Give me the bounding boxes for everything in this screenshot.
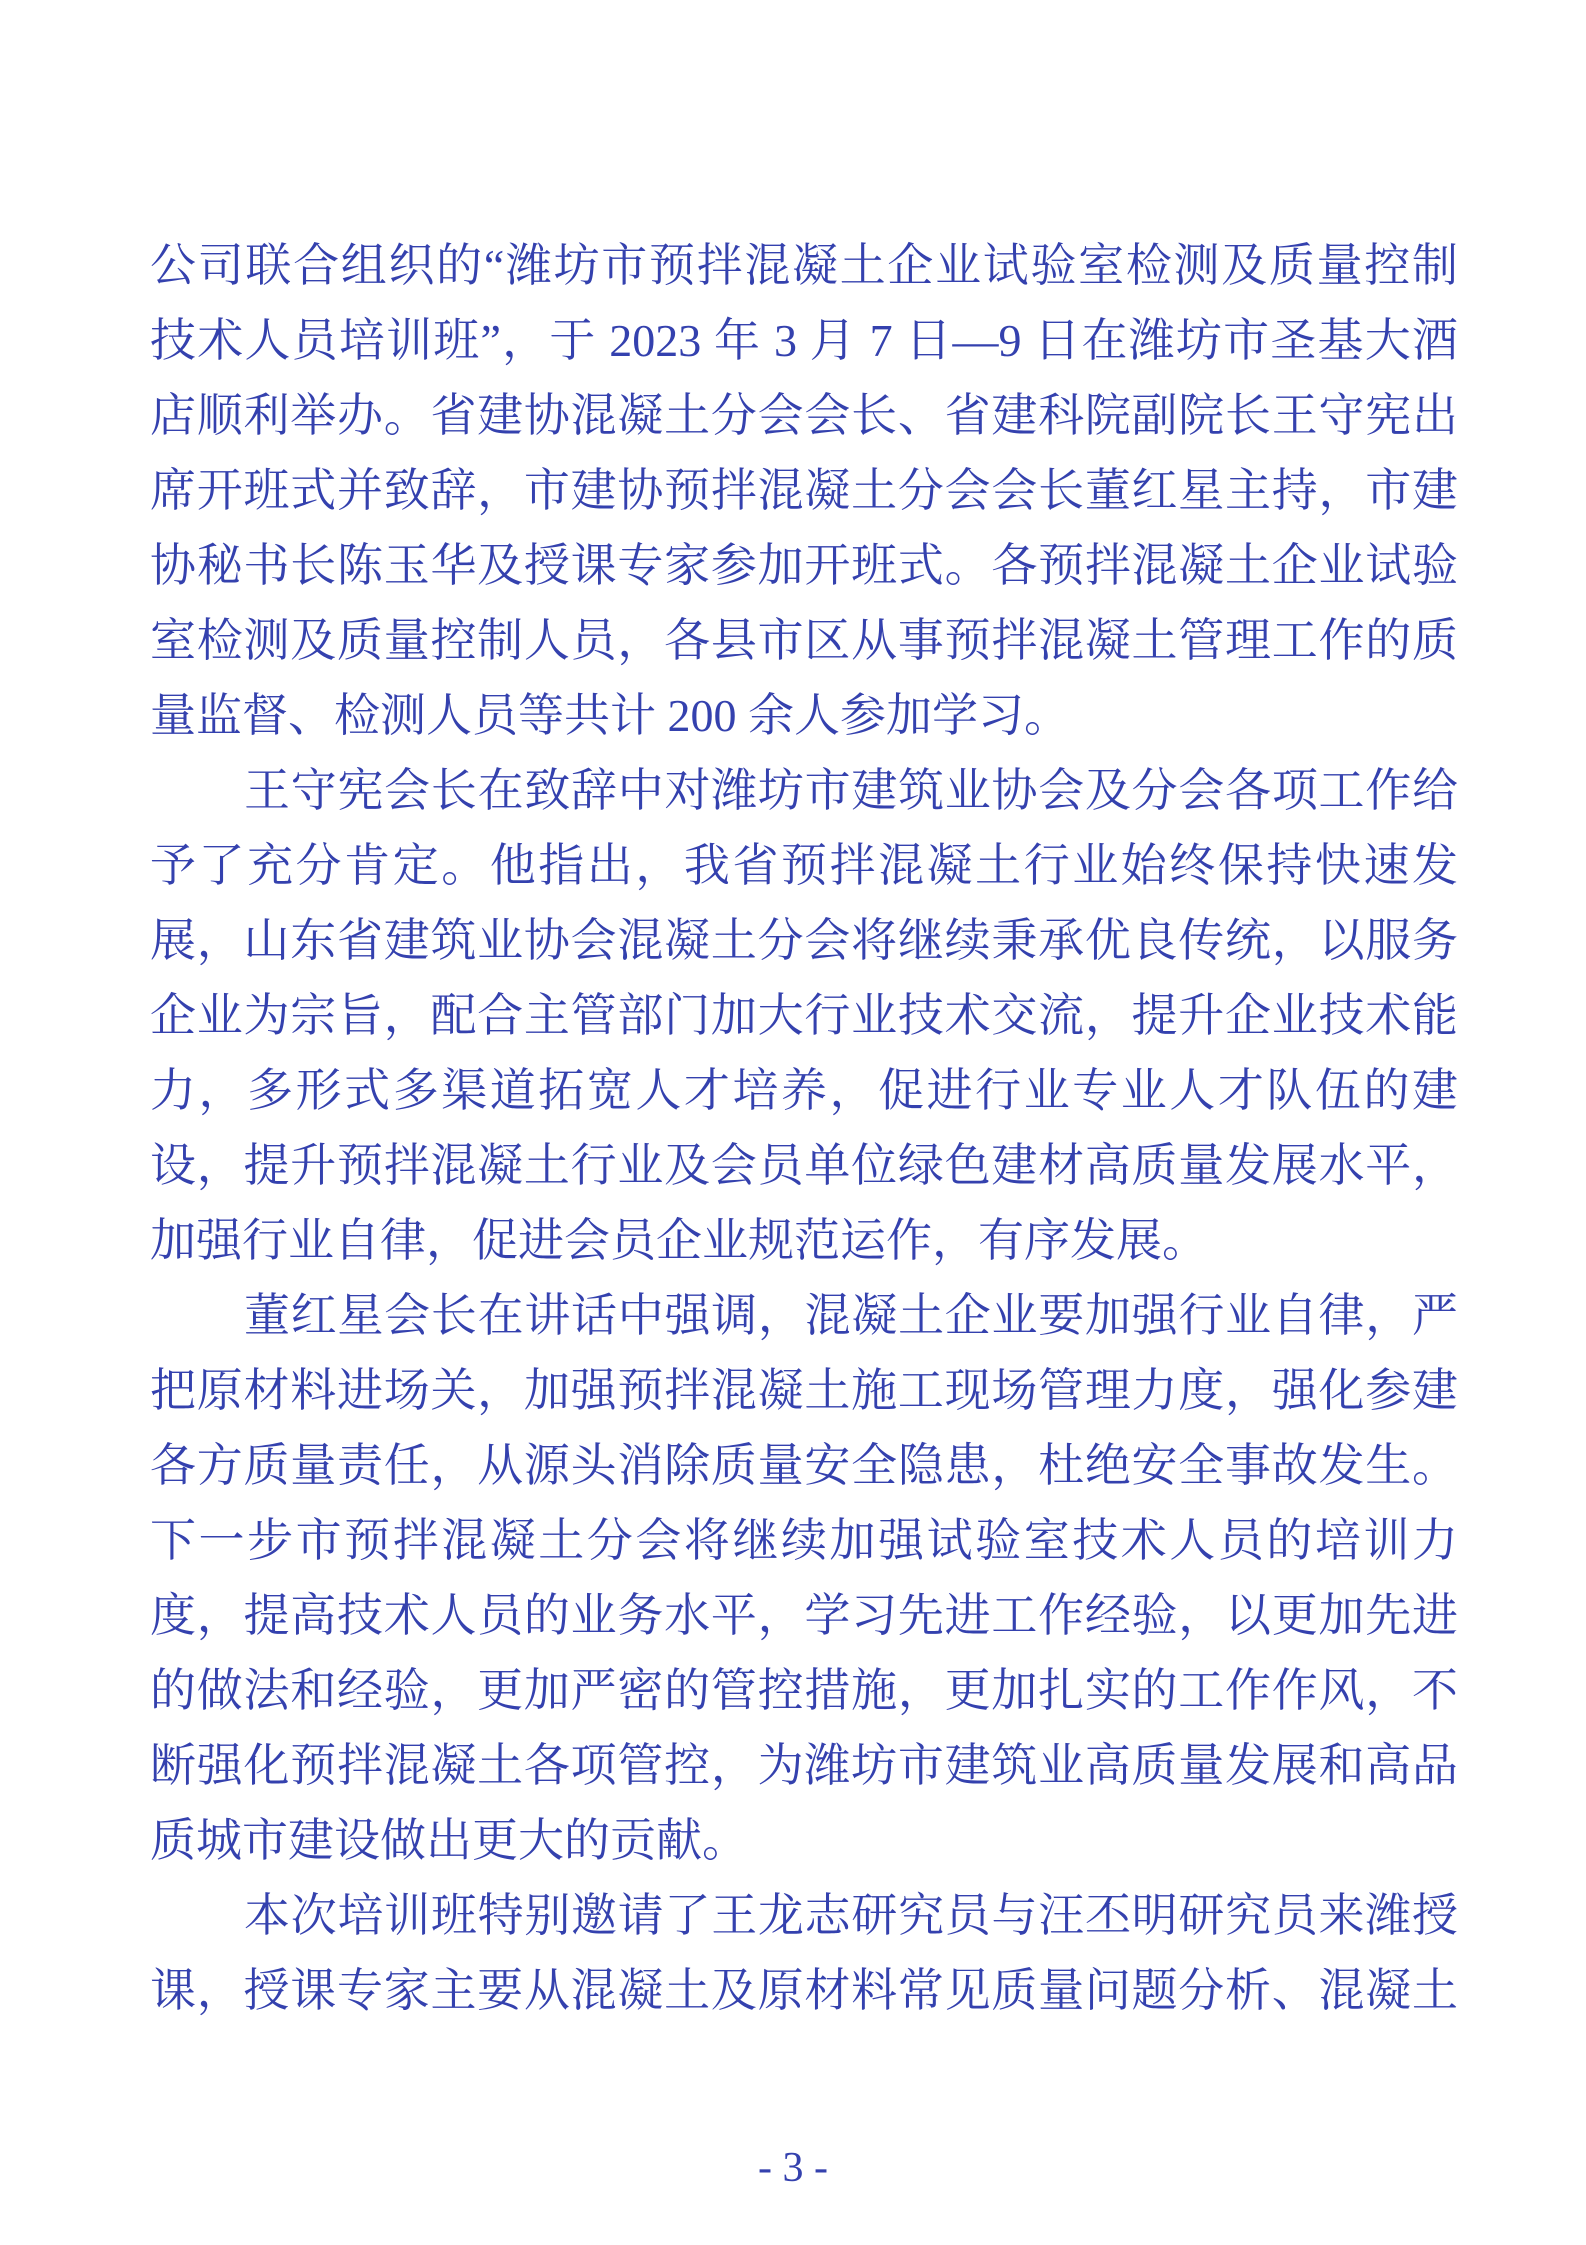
text-line: 公司联合组织的“潍坊市预拌混凝土企业试验室检测及质量控制	[150, 240, 1458, 291]
text-line: 加强行业自律，促进会员企业规范运作，有序发展。	[150, 1215, 1208, 1266]
paragraph	[150, 1278, 1458, 1878]
text-block	[150, 228, 1458, 2028]
text-line: 力，多形式多渠道拓宽人才培养，促进行业专业人才队伍的建	[150, 1065, 1458, 1116]
text-line: 董红星会长在讲话中强调，混凝土企业要加强行业自律，严	[244, 1290, 1458, 1341]
text-line: 把原材料进场关，加强预拌混凝土施工现场管理力度，强化参建	[150, 1365, 1458, 1416]
text-line: 质城市建设做出更大的贡献。	[150, 1815, 748, 1866]
text-line: 协秘书长陈玉华及授课专家参加开班式。各预拌混凝土企业试验	[150, 540, 1458, 591]
text-line: 下一步市预拌混凝土分会将继续加强试验室技术人员的培训力	[150, 1515, 1458, 1566]
text-line: 予了充分肯定。他指出，我省预拌混凝土行业始终保持快速发	[150, 840, 1458, 891]
text-line: 的做法和经验，更加严密的管控措施，更加扎实的工作作风，不	[150, 1665, 1458, 1716]
text-line: 度，提高技术人员的业务水平，学习先进工作经验，以更加先进	[150, 1590, 1458, 1641]
text-line: 断强化预拌混凝土各项管控，为潍坊市建筑业高质量发展和高品	[150, 1740, 1458, 1791]
text-line: 本次培训班特别邀请了王龙志研究员与汪丕明研究员来潍授	[244, 1890, 1458, 1941]
text-line: 席开班式并致辞，市建协预拌混凝土分会会长董红星主持，市建	[150, 465, 1458, 516]
text-line: 量监督、检测人员等共计 200 余人参加学习。	[150, 690, 1070, 741]
text-line: 设，提升预拌混凝土行业及会员单位绿色建材高质量发展水平，	[150, 1140, 1458, 1191]
text-line: 王守宪会长在致辞中对潍坊市建筑业协会及分会各项工作给	[244, 765, 1458, 816]
paragraph	[150, 1878, 1458, 2028]
text-line: 课，授课专家主要从混凝土及原材料常见质量问题分析、混凝土	[150, 1965, 1458, 2016]
paragraph	[150, 753, 1458, 1278]
page-number: - 3 -	[758, 2145, 828, 2191]
text-line: 技术人员培训班”，于 2023 年 3 月 7 日—9 日在潍坊市圣基大酒	[150, 315, 1458, 366]
text-line: 店顺利举办。省建协混凝土分会会长、省建科院副院长王守宪出	[150, 390, 1458, 441]
text-line: 各方质量责任，从源头消除质量安全隐患，杜绝安全事故发生。	[150, 1440, 1458, 1491]
text-line: 室检测及质量控制人员，各县市区从事预拌混凝土管理工作的质	[150, 615, 1458, 666]
text-line: 企业为宗旨，配合主管部门加大行业技术交流，提升企业技术能	[150, 990, 1458, 1041]
paragraph	[150, 228, 1458, 753]
text-line: 展，山东省建筑业协会混凝土分会将继续秉承优良传统，以服务	[150, 915, 1458, 966]
